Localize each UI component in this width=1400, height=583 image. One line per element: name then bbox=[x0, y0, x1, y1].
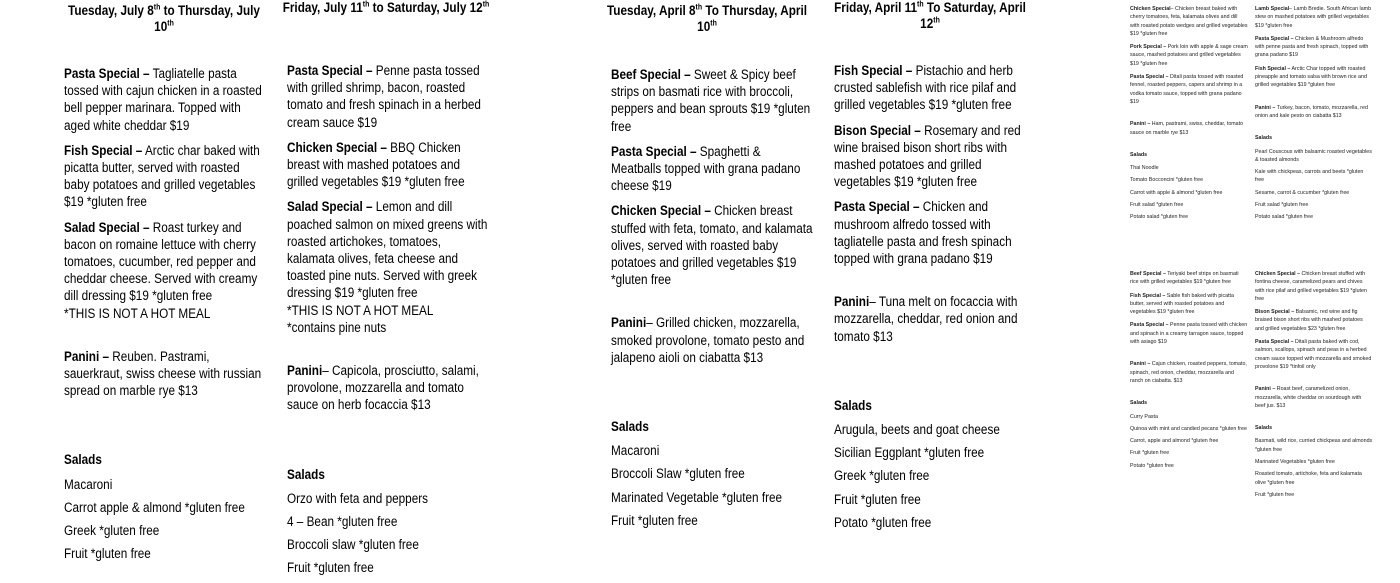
salad-item: Fruit salad *gluten free bbox=[1130, 202, 1184, 209]
item-name: Pasta Special – bbox=[64, 66, 150, 81]
salad-item: Sicilian Eggplant *gluten free bbox=[834, 445, 985, 461]
heading-text: To Thursday, April 10 bbox=[697, 3, 807, 34]
item-name: Panini – bbox=[64, 348, 110, 364]
item-note: *contains pine nuts bbox=[287, 319, 387, 335]
heading-text: Friday, April 11 bbox=[834, 0, 918, 15]
item-name: Fish Special – bbox=[1255, 65, 1291, 72]
item-name: Pasta Special – bbox=[1130, 74, 1169, 81]
item-description: BBQ Chicken breast with mashed potatoes and grilled vegetables $19 *gluten free bbox=[287, 139, 465, 190]
item-description: Roast beef, caramelized onion, mozzarella, white cheddar on sourdough with beef jus. $13 bbox=[1255, 386, 1362, 409]
item-description: Cajun chicken, roasted peppers, tomato, spinach, red onion, cheddar, mozzarella and ranch on ciabatta. $13 bbox=[1130, 361, 1247, 384]
salad-item: Greek *gluten free bbox=[834, 468, 930, 484]
item-name: Pasta Special – bbox=[1255, 339, 1294, 346]
panini-item bbox=[611, 314, 813, 366]
item-description: Chicken breast stuffed with fontina cheese, caramelized pears and chives with rice pilaf and grilled vegetables $19 *gluten free bbox=[1255, 271, 1367, 302]
menu-column bbox=[64, 65, 266, 568]
panini-item bbox=[1255, 104, 1373, 121]
thumbnail-menu bbox=[1130, 5, 1248, 226]
item-name: Beef Special – bbox=[1130, 271, 1166, 277]
item-name: Bison Special – bbox=[1255, 309, 1295, 316]
item-name: Fish Special – bbox=[1130, 292, 1166, 299]
salad-item: Roasted tomato, artichoke, feta and kalamata olive *gluten free bbox=[1255, 471, 1362, 486]
salad-item: Marinated Vegetables *gluten free bbox=[1255, 459, 1335, 466]
item-note: *THIS IS NOT A HOT MEAL bbox=[64, 305, 211, 321]
item-name: Fish Special – bbox=[834, 63, 913, 78]
item-description: Ditali pasta tossed with roasted fennel, roasted peppers, capers and shrimp in a vodka tomato sauce, topped with grana padano $19 bbox=[1130, 74, 1244, 105]
item-description: Arctic char baked with picatta butter, served with roasted baby potatoes and grilled vegetables $19 *gluten free bbox=[64, 142, 260, 210]
item-description: Penne pasta tossed with chicken and spinach in a creamy tarragon sauce, topped with asiago $19 bbox=[1130, 322, 1248, 346]
item-name: Lamb Special bbox=[1255, 6, 1290, 12]
item-name: Chicken Special – bbox=[611, 203, 711, 219]
item-description: Sable fish baked with picatta butter, served with roasted potatoes and vegetables $19 *gluten free bbox=[1130, 292, 1234, 316]
salad-item: Orzo with feta and peppers bbox=[287, 490, 429, 506]
salads-heading: Salads bbox=[1130, 151, 1148, 158]
item-description: Lemon and dill poached salmon on mixed greens with roasted artichokes, tomatoes, kalamata olives, feta cheese and toasted pine nuts. Served with greek dressing $19 *gluten free bbox=[287, 199, 488, 301]
salad-item: Carrot apple & almond *gluten free bbox=[64, 499, 245, 515]
panini-item bbox=[834, 293, 1036, 345]
panini-item bbox=[287, 362, 489, 414]
special-item bbox=[834, 122, 1036, 191]
special-item bbox=[64, 142, 266, 211]
item-description: Reuben. Pastrami, sauerkraut, swiss cheese with russian spread on marble rye $13 bbox=[64, 348, 262, 399]
item-name: Beef Special – bbox=[611, 67, 691, 82]
item-description: Teriyaki beef strips on basmati rice with grilled vegetables $19 *gluten free bbox=[1130, 271, 1239, 286]
thumbnail-menu bbox=[1255, 270, 1373, 503]
special-item bbox=[1255, 270, 1373, 303]
salad-item: Fruit salad *gluten free bbox=[1255, 202, 1309, 209]
ordinal-suffix: th bbox=[695, 2, 703, 12]
menu-column bbox=[611, 66, 813, 535]
item-name: Panini – bbox=[1255, 104, 1276, 111]
special-item bbox=[1255, 35, 1373, 60]
item-description: Chicken and mushroom alfredo tossed with tagliatelle pasta and fresh spinach topped with grana padano $19 bbox=[834, 199, 1012, 267]
item-description: Penne pasta tossed with grilled shrimp, bacon, roasted tomato and fresh spinach in a herbed cream sauce $19 bbox=[287, 63, 481, 130]
salad-item: 4 – Bean *gluten free bbox=[287, 514, 398, 530]
item-description: Ham, pastrami, swiss, cheddar, tomato sauce on marble rye $13 bbox=[1130, 121, 1244, 136]
salads-heading: Salads bbox=[64, 452, 102, 468]
item-name: Pasta Special – bbox=[611, 143, 697, 159]
heading bbox=[826, 0, 1035, 32]
salads-heading: Salads bbox=[1130, 400, 1148, 407]
salad-item: Thai Noodle bbox=[1130, 165, 1159, 172]
item-name: Pasta Special – bbox=[1255, 35, 1294, 42]
salad-item: Broccoli Slaw *gluten free bbox=[611, 466, 745, 482]
item-name: Pork Special – bbox=[1130, 44, 1167, 51]
item-name: Chicken Special – bbox=[1255, 271, 1301, 277]
salad-item: Macaroni bbox=[611, 443, 660, 459]
salad-item: Macaroni bbox=[64, 476, 113, 492]
ordinal-suffix: th bbox=[153, 2, 161, 12]
item-description: Roast turkey and bacon on romaine lettuce with cherry tomatoes, cucumber, red pepper and cheddar cheese. Served with creamy dill dressing $19 *gluten free bbox=[64, 219, 258, 304]
item-description: Rosemary and red wine braised bison short ribs with mashed potatoes and grilled vegetables $19 *gluten free bbox=[834, 122, 1021, 190]
special-item bbox=[64, 219, 266, 322]
salad-item: Quinoa with mint and candied pecans *gluten free bbox=[1130, 425, 1247, 432]
heading bbox=[282, 0, 491, 16]
ordinal-suffix: th bbox=[917, 0, 924, 9]
item-description: – Lamb Bredie. South African lamb stew on mashed potatoes with grilled vegetables $19 *gluten free bbox=[1255, 6, 1372, 29]
salad-item: Broccoli slaw *gluten free bbox=[287, 537, 419, 553]
special-item bbox=[1255, 5, 1373, 30]
heading-text: Tuesday, July 8 bbox=[68, 3, 154, 18]
item-description: Chicken & Mushroom alfredo with penne pasta and fresh spinach, topped with grana padano $19 bbox=[1255, 35, 1369, 59]
salad-item: Potato *gluten free bbox=[834, 514, 932, 530]
item-name: Panini – bbox=[1255, 386, 1276, 393]
special-item bbox=[64, 65, 266, 134]
item-description: Turkey, bacon, tomato, mozzarella, red onion and kale pesto on ciabatta $13 bbox=[1255, 104, 1368, 119]
salad-item: Potato *gluten free bbox=[1130, 462, 1174, 469]
special-item bbox=[1255, 338, 1373, 371]
salad-item: Pearl Couscous with balsamic roasted vegetables & toasted almonds bbox=[1255, 148, 1372, 163]
menu-column bbox=[287, 62, 489, 583]
salad-item: Fruit *gluten free bbox=[834, 491, 921, 507]
special-item bbox=[287, 62, 489, 131]
special-item bbox=[1255, 308, 1373, 333]
salad-item: Marinated Vegetable *gluten free bbox=[611, 489, 783, 505]
heading-text: to Saturday, July 12 bbox=[369, 0, 483, 15]
item-description: Pistachio and herb crusted sablefish with rice pilaf and grilled vegetables $19 *gluten free bbox=[834, 63, 1017, 113]
item-description: Ditali pasta baked with cod, salmon, scallops, spinach and peas in a herbed cream sauce topped with mozzarella and smoked provolone $19 *tinfoil only bbox=[1255, 339, 1372, 370]
item-name: Panini – bbox=[1130, 121, 1151, 128]
special-item bbox=[611, 143, 813, 195]
item-name: Panini bbox=[834, 294, 870, 310]
salad-item: Basmati, wild rice, curried chickpeas and almonds *gluten free bbox=[1255, 438, 1373, 453]
item-name: Chicken Special bbox=[1130, 6, 1171, 12]
salads-heading: Salads bbox=[1255, 425, 1273, 432]
item-name: Salad Special – bbox=[64, 219, 150, 235]
panini-item bbox=[1130, 120, 1248, 137]
thumbnail-menu bbox=[1130, 270, 1248, 474]
heading-text: To Saturday, April 12 bbox=[920, 0, 1026, 31]
special-item bbox=[611, 202, 813, 288]
item-description: – Chicken breast baked with cherry tomatoes, feta, kalamata olives and dill with roasted potato wedges and grilled vegetables $19 *gluten free bbox=[1130, 6, 1248, 37]
special-item bbox=[611, 66, 813, 135]
salad-item: Carrot with apple & almond *gluten free bbox=[1130, 189, 1223, 196]
salad-item: Fruit *gluten free bbox=[1255, 491, 1295, 498]
ordinal-suffix: th bbox=[362, 0, 370, 9]
item-name: Bison Special – bbox=[834, 122, 921, 138]
salad-item: Carrot, apple and almond *gluten free bbox=[1130, 438, 1219, 445]
menu-column bbox=[834, 62, 1036, 537]
salads-heading: Salads bbox=[611, 419, 649, 435]
heading bbox=[603, 3, 812, 35]
special-item bbox=[834, 198, 1036, 267]
item-name: Pasta Special – bbox=[287, 63, 373, 78]
salad-item: Kale with chickpeas, carrots and beets *gluten free bbox=[1255, 169, 1364, 184]
item-name: Panini bbox=[611, 315, 647, 331]
salad-item: Sesame, carrot & cucumber *gluten free bbox=[1255, 189, 1350, 196]
special-item bbox=[1255, 65, 1373, 90]
item-name: Panini bbox=[287, 363, 323, 379]
salad-item: Greek *gluten free bbox=[64, 523, 160, 539]
item-description: Spaghetti & Meatballs topped with grana padano cheese $19 bbox=[611, 143, 801, 194]
item-name: Fish Special – bbox=[64, 142, 143, 158]
item-note: *THIS IS NOT A HOT MEAL bbox=[287, 302, 434, 318]
salad-item: Potato salad *gluten free bbox=[1130, 214, 1189, 221]
item-description: Pork loin with apple & sage cream sauce, mashed potatoes and grilled vegetables $19 *gluten free bbox=[1130, 44, 1248, 67]
panini-item bbox=[1255, 385, 1373, 410]
heading bbox=[60, 3, 269, 35]
item-name: Pasta Special – bbox=[834, 199, 920, 215]
item-description: Arctic Char topped with roasted pineapple and tomato salsa with brown rice and grilled vegetables $19 *gluten free bbox=[1255, 65, 1367, 89]
heading-text: Friday, July 11 bbox=[282, 0, 363, 15]
salad-item: Fruit *gluten free bbox=[1130, 450, 1170, 457]
item-description: – Grilled chicken, mozzarella, smoked provolone, tomato pesto and jalapeno aioli on ciabatta $13 bbox=[611, 315, 805, 365]
ordinal-suffix: th bbox=[933, 15, 940, 25]
special-item bbox=[287, 198, 489, 336]
special-item bbox=[1130, 5, 1248, 38]
special-item bbox=[1130, 270, 1248, 287]
ordinal-suffix: th bbox=[167, 18, 174, 28]
special-item bbox=[1130, 43, 1248, 68]
item-description: – Tuna melt on focaccia with mozzarella, cheddar, red onion and tomato $13 bbox=[834, 294, 1018, 344]
item-description: – Capicola, prosciutto, salami, provolone, mozzarella and tomato sauce on herb focaccia $13 bbox=[287, 363, 479, 413]
heading-text: to Thursday, July 10 bbox=[154, 3, 260, 34]
item-name: Chicken Special – bbox=[287, 139, 387, 155]
salad-item: Arugula, beets and goat cheese bbox=[834, 422, 1000, 438]
salad-item: Fruit *gluten free bbox=[287, 560, 374, 576]
salad-item: Fruit *gluten free bbox=[64, 546, 151, 562]
salads-heading: Salads bbox=[1255, 135, 1273, 142]
item-description: Chicken breast stuffed with feta, tomato, and kalamata olives, served with roasted baby potatoes and grilled vegetables $19 *gluten free bbox=[611, 203, 813, 288]
thumbnail-menu bbox=[1255, 5, 1373, 226]
ordinal-suffix: th bbox=[482, 0, 490, 9]
item-description: Balsamic, red wine and fig braised bison short ribs with mashed potatoes and grilled vegetables $23 *gluten free bbox=[1255, 309, 1363, 332]
special-item bbox=[834, 62, 1036, 114]
panini-item bbox=[64, 348, 266, 400]
special-item bbox=[1130, 292, 1248, 317]
special-item bbox=[1130, 73, 1248, 106]
salad-item: Curry Pasta bbox=[1130, 413, 1158, 420]
item-name: Salad Special – bbox=[287, 199, 373, 215]
heading-text: Tuesday, April 8 bbox=[607, 3, 696, 18]
salads-heading: Salads bbox=[834, 397, 872, 413]
salads-heading: Salads bbox=[287, 466, 325, 482]
salad-item: Potato salad *gluten free bbox=[1255, 214, 1314, 221]
item-description: Tagliatelle pasta tossed with cajun chicken in a roasted bell pepper marinara. Topped with aged white cheddar $19 bbox=[64, 66, 262, 133]
special-item bbox=[1130, 321, 1248, 346]
item-name: Pasta Special – bbox=[1130, 322, 1169, 329]
special-item bbox=[287, 139, 489, 191]
ordinal-suffix: th bbox=[710, 18, 717, 28]
panini-item bbox=[1130, 360, 1248, 385]
salad-item: Tomato Bocconcini *gluten free bbox=[1130, 177, 1204, 184]
salad-item: Fruit *gluten free bbox=[611, 512, 698, 528]
item-name: Panini – bbox=[1130, 361, 1151, 368]
item-description: Sweet & Spicy beef strips on basmati rice with broccoli, peppers and bean sprouts $19 *gluten free bbox=[611, 67, 811, 134]
